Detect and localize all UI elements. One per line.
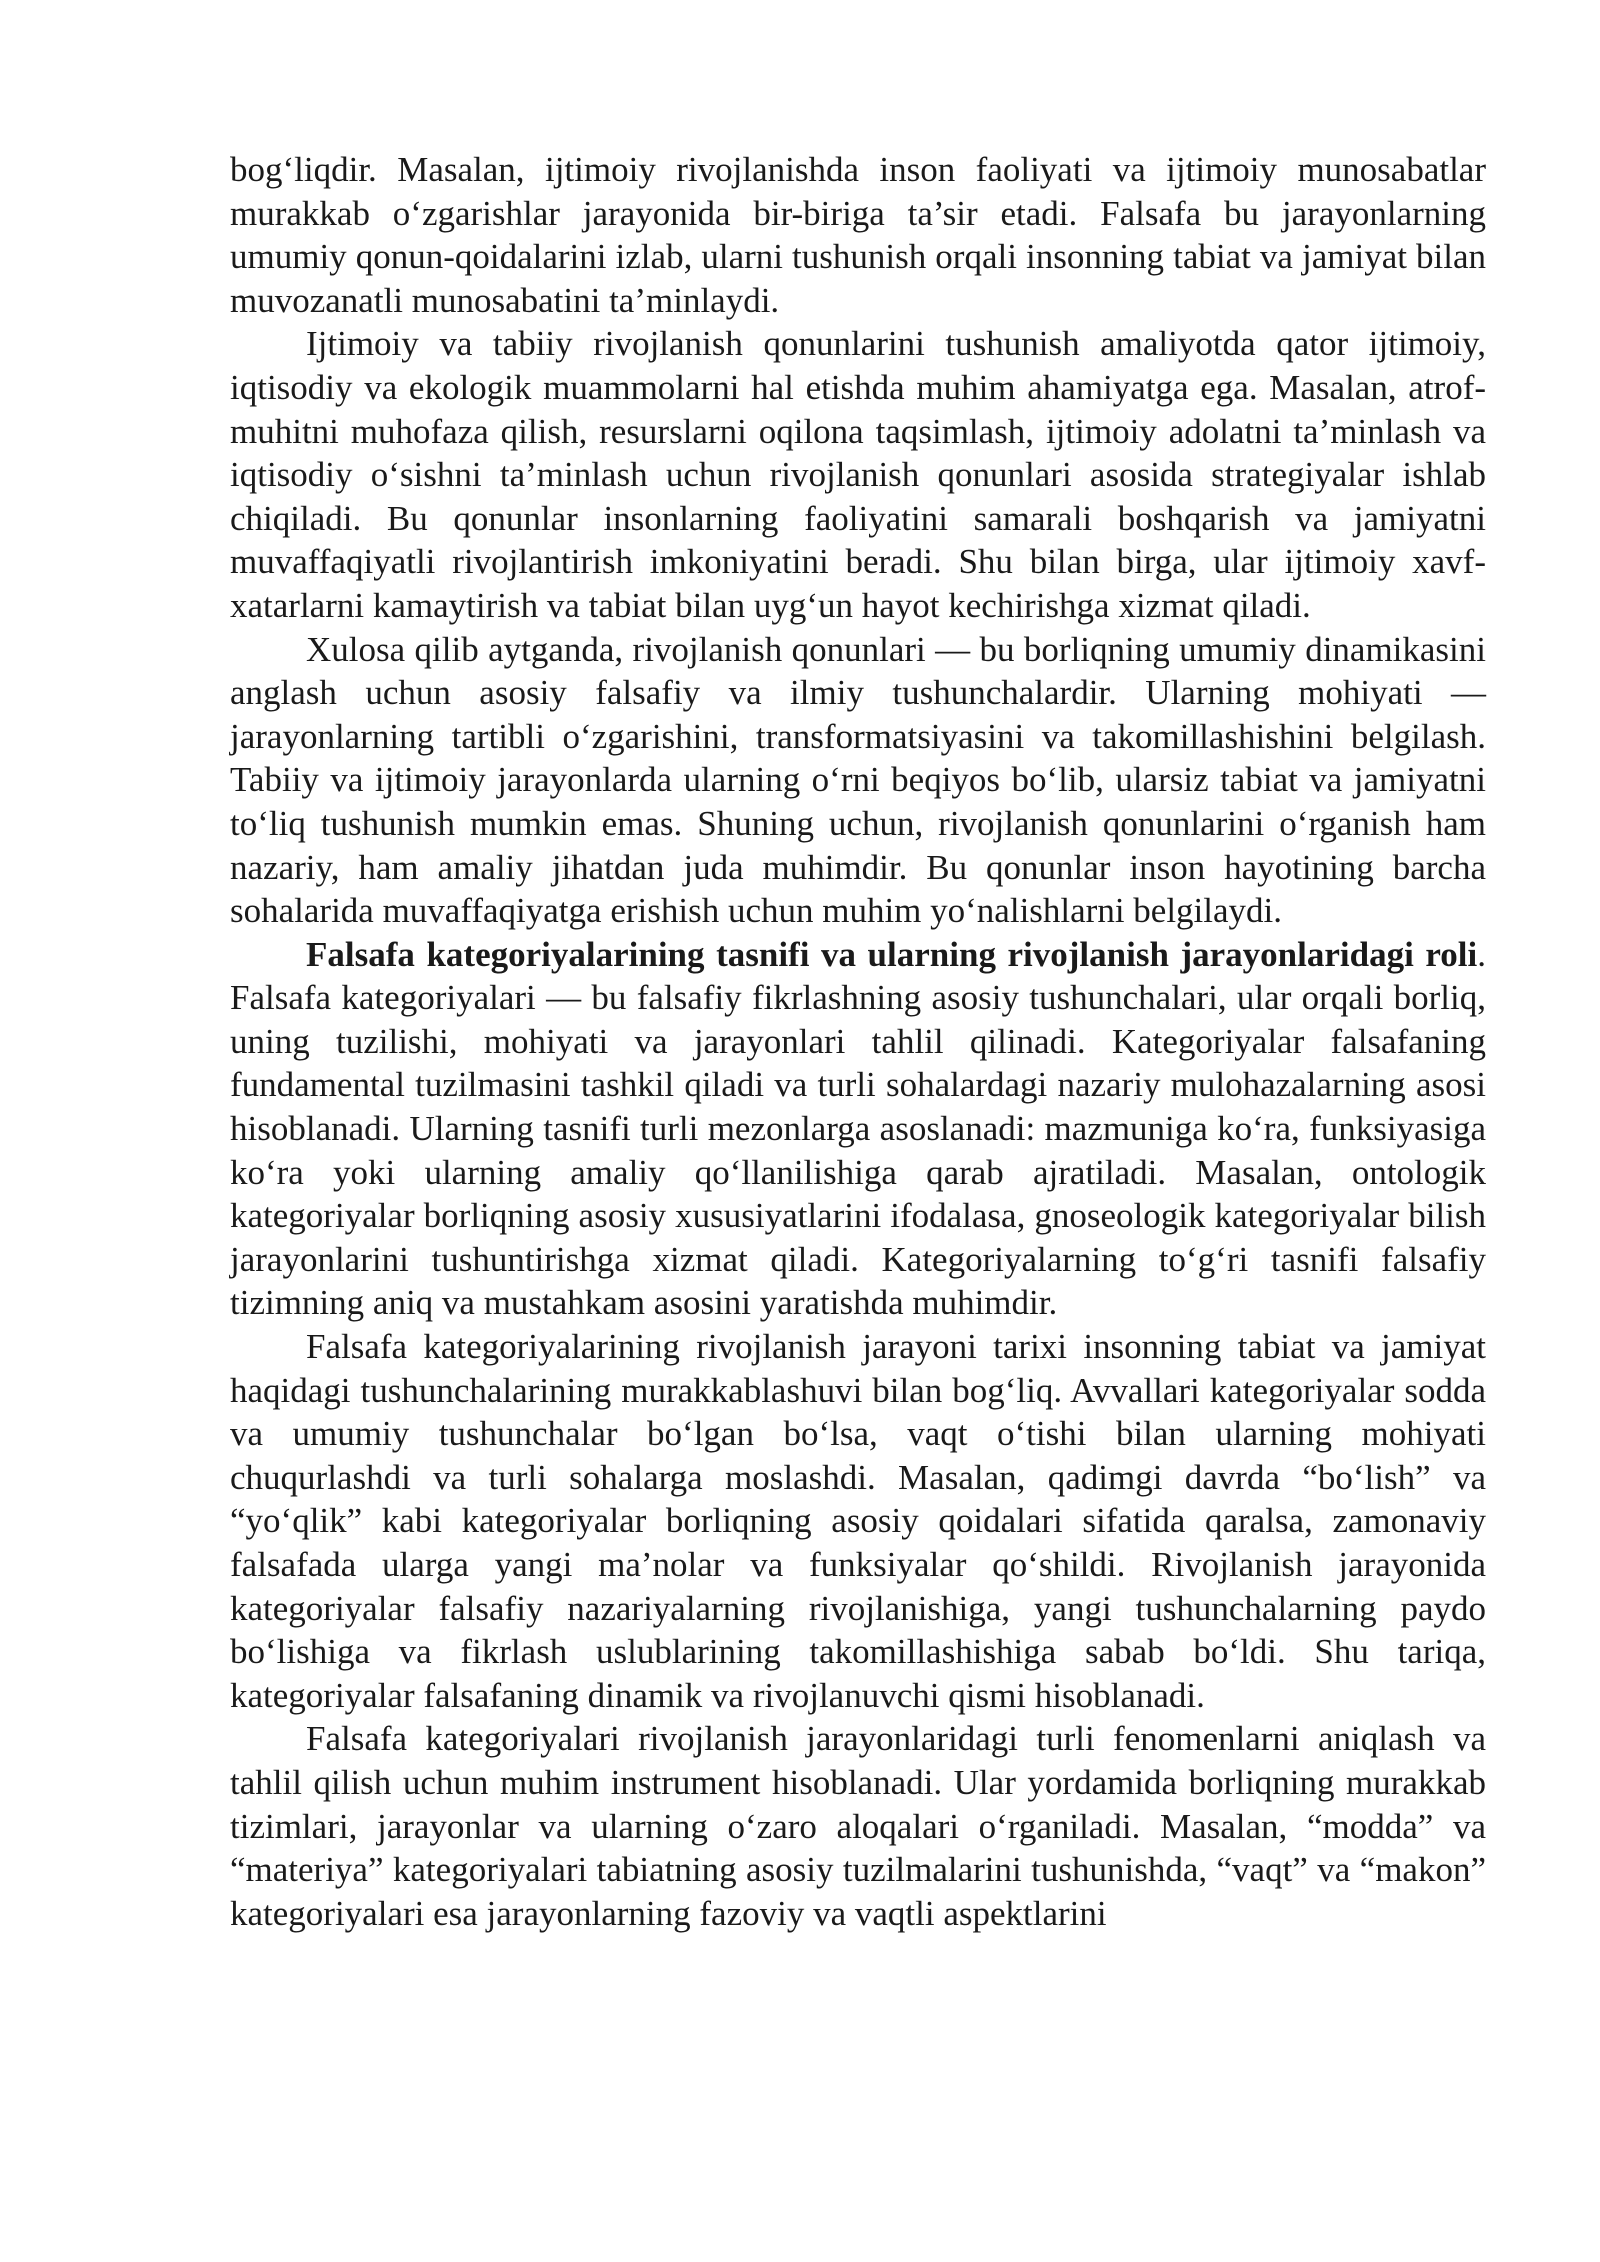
paragraph-conclusion: Xulosa qilib aytganda, rivojlanish qonunlari — bu borliqning umumiy dinamikasini anglash uchun asosiy falsafiy va ilmiy tushunchalardir. Ularning mohiyati — jarayonlarning tartibli o‘zgarishini, transformatsiyasini va takomillashishini belgilash. Tabiiy va ijtimoiy jarayonlarda ularning o‘rni beqiyos bo‘lib, ularsiz tabiat va jamiyatni to‘liq tushunish mumkin emas. Shuning uchun, rivojlanish qonunlarini o‘rganish ham nazariy, ham amaliy jihatdan juda muhimdir. Bu qonunlar inson hayotining barcha sohalarida muvaffaqiyatga erishish uchun muhim yo‘nalishlarni belgilaydi.: [230, 629, 1486, 931]
paragraph-categories-history: Falsafa kategoriyalarining rivojlanish jarayoni tarixi insonning tabiat va jamiyat haqidagi tushunchalarining murakkablashuvi bilan bog‘liq. Avvallari kategoriyalar sodda va umumiy tushunchalar bo‘lgan bo‘lsa, vaqt o‘tishi bilan ularning mohiyati chuqurlashdi va turli sohalarga moslashdi. Masalan, qadimgi davrda “bo‘lish” va “yo‘qlik” kabi kategoriyalar borliqning asosiy qoidalari sifatida qaralsa, zamonaviy falsafada ularga yangi ma’nolar va funksiyalar qo‘shildi. Rivojlanish jarayonida kategoriyalar falsafiy nazariyalarning rivojlanishiga, yangi tushunchalarning paydo bo‘lishiga va fikrlash uslublarining takomillashishiga sabab bo‘ldi. Shu tariqa, kategoriyalar falsafaning dinamik va rivojlanuvchi qismi hisoblanadi.: [230, 1327, 1486, 1715]
paragraph-development-laws-practice: Ijtimoiy va tabiiy rivojlanish qonunlarini tushunish amaliyotda qator ijtimoiy, iqtisodiy va ekologik muammolarni hal etishda muhim ahamiyatga ega. Masalan, atrof-muhitni muhofaza qilish, resurslarni oqilona taqsimlash, ijtimoiy adolatni ta’minlash va iqtisodiy o‘sishni ta’minlash uchun rivojlanish qonunlari asosida strategiyalar ishlab chiqiladi. Bu qonunlar insonlarning faoliyatini samarali boshqarish va jamiyatni muvaffaqiyatli rivojlantirish imkoniyatini beradi. Shu bilan birga, ular ijtimoiy xavf-xatarlarni kamaytirish va tabiat bilan uyg‘un hayot kechirishga xizmat qiladi.: [230, 324, 1486, 625]
paragraph-categories-classification: [230, 933, 1486, 1325]
paragraph-body: . Falsafa kategoriyalari — bu falsafiy fikrlashning asosiy tushunchalari, ular orqali borliq, uning tuzilishi, mohiyati va jarayonlari tahlil qilinadi. Kategoriyalar falsafaning fundamental tuzilmasini tashkil qiladi va turli sohalardagi nazariy mulohazalarning asosi hisoblanadi. Ularning tasnifi turli mezonlarga asoslanadi: mazmuniga ko‘ra, funksiyasiga ko‘ra yoki ularning amaliy qo‘llanilishiga qarab ajratiladi. Masalan, ontologik kategoriyalar borliqning asosiy xususiyatlarini ifodalasa, gnoseologik kategoriyalar bilish jarayonlarini tushuntirishga xizmat qiladi. Kategoriyalarning to‘g‘ri tasnifi falsafiy tizimning aniq va mustahkam asosini yaratishda muhimdir.: [230, 934, 1486, 1323]
paragraph-continuation: bog‘liqdir. Masalan, ijtimoiy rivojlanishda inson faoliyati va ijtimoiy munosabatlar murakkab o‘zgarishlar jarayonida bir-biriga ta’sir etadi. Falsafa bu jarayonlarning umumiy qonun-qoidalarini izlab, ularni tushunish orqali insonning tabiat va jamiyat bilan muvozanatli munosabatini ta’minlaydi.: [230, 150, 1486, 320]
section-heading: Falsafa kategoriyalarining tasnifi va ularning rivojlanish jarayonlaridagi roli: [306, 934, 1478, 974]
paragraph-categories-instrument: Falsafa kategoriyalari rivojlanish jarayonlaridagi turli fenomenlarni aniqlash va tahlil qilish uchun muhim instrument hisoblanadi. Ular yordamida borliqning murakkab tizimlari, jarayonlar va ularning o‘zaro aloqalari o‘rganiladi. Masalan, “modda” va “materiya” kategoriyalari tabiatning asosiy tuzilmalarini tushunishda, “vaqt” va “makon” kategoriyalari esa jarayonlarning fazoviy va vaqtli aspektlarini: [230, 1719, 1486, 1933]
document-page: [230, 148, 1486, 1935]
